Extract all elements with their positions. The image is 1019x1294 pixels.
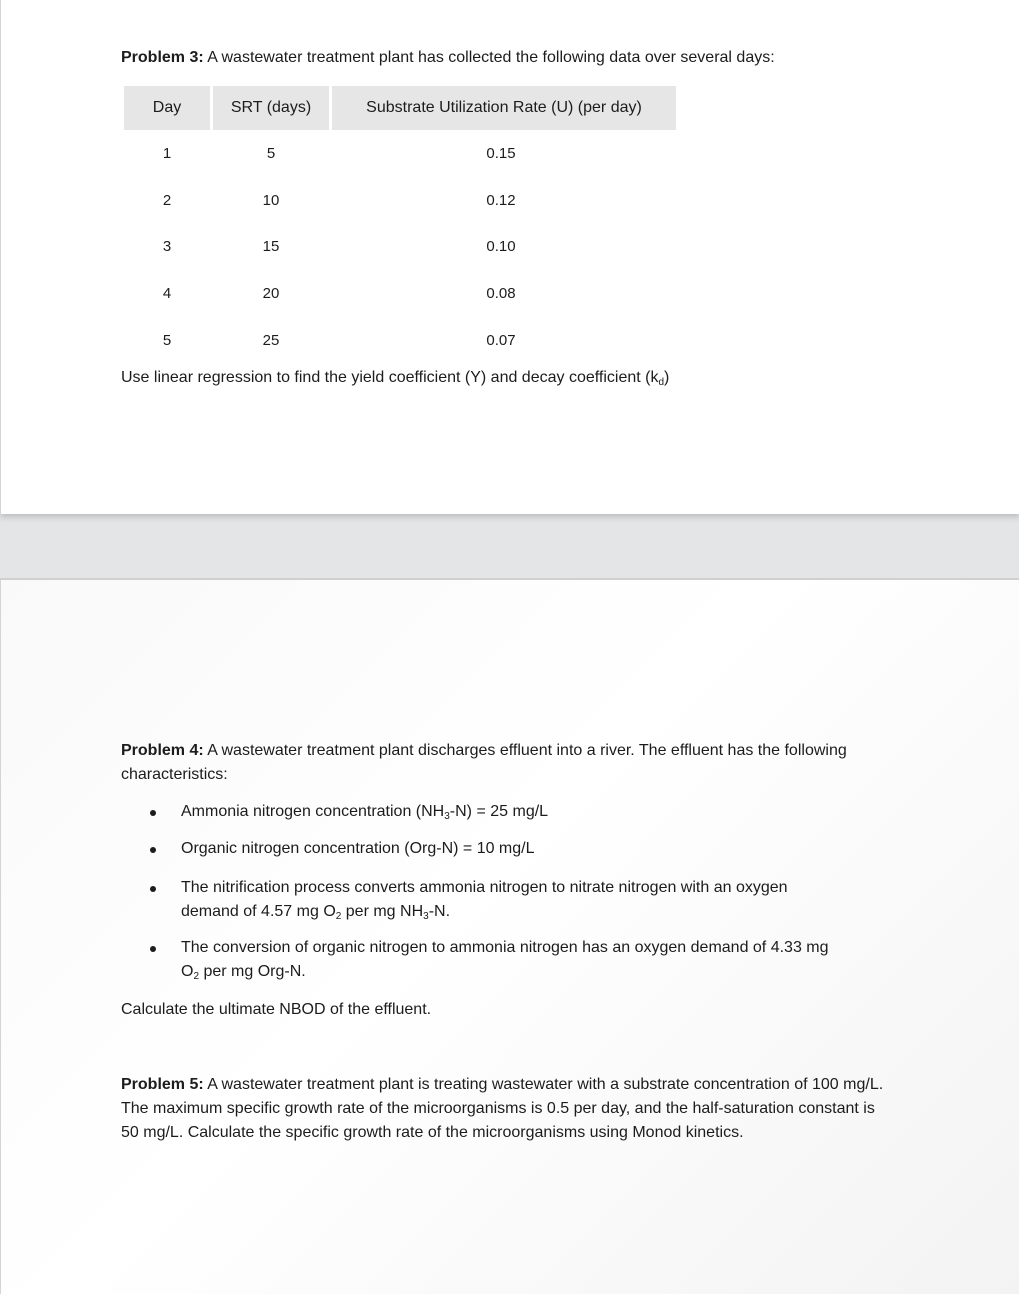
document-page-2 (0, 578, 1019, 1294)
table-cell-day: 1 (162, 145, 172, 162)
table-cell-srt: 25 (262, 332, 280, 349)
problem-4-intro (121, 739, 891, 787)
problem-3-intro-text: A wastewater treatment plant has collected the following data over several days: (207, 49, 775, 66)
bullet-text: per mg Org-N. (199, 963, 306, 980)
bullet-icon (150, 847, 156, 853)
bullet-text: -N. (428, 903, 451, 920)
bullet-icon (150, 946, 156, 952)
table-cell-day: 2 (162, 192, 172, 209)
problem-4-intro-text: A wastewater treatment plant discharges effluent into a river. The effluent has the following characteristics: (121, 742, 847, 783)
bullet-text: O (181, 963, 194, 980)
bullet-text: Ammonia nitrogen concentration (NH (181, 803, 445, 820)
table-cell-day: 5 (162, 332, 172, 349)
bullet-text: per mg NH (341, 903, 424, 920)
table-cell-srt: 15 (262, 238, 280, 255)
table-cell-day: 3 (162, 238, 172, 255)
problem-5 (121, 1073, 896, 1145)
subscript: 2 (335, 911, 342, 922)
instruction-end: ) (664, 369, 670, 386)
list-item (181, 800, 901, 824)
list-item (181, 936, 901, 984)
bullet-text: demand of 4.57 mg O (181, 903, 336, 920)
table-header-srt: SRT (days) (213, 86, 329, 130)
instruction-text: Use linear regression to find the yield coefficient (Y) and decay coefficient (k (121, 369, 659, 386)
table-cell-srt: 10 (262, 192, 280, 209)
problem-3-label: Problem 3: (121, 49, 204, 66)
list-item (181, 837, 901, 861)
problem-3-intro (121, 46, 981, 70)
table-cell-day: 4 (162, 285, 172, 302)
table-header-utilization: Substrate Utilization Rate (U) (per day) (332, 86, 676, 130)
table-cell-utilization: 0.07 (486, 332, 516, 349)
table-cell-srt: 20 (262, 285, 280, 302)
bullet-text: The nitrification process converts ammonia nitrogen to nitrate nitrogen with an oxygen (181, 879, 788, 896)
subscript: 3 (444, 811, 450, 822)
problem-5-text: A wastewater treatment plant is treating wastewater with a substrate concentration of 100 mg/L. The maximum specific growth rate of the microorganisms is 0.5 per day, and the half-saturation constant is 50 mg/L. Calculate the specific growth rate of the microorganisms using Monod kinetics. (121, 1076, 884, 1141)
subscript: 2 (193, 971, 200, 982)
document-page-1 (0, 0, 1019, 514)
bullet-icon (150, 810, 156, 816)
table-header-day: Day (124, 86, 210, 130)
bullet-text: The conversion of organic nitrogen to ammonia nitrogen has an oxygen demand of 4.33 mg (181, 939, 829, 956)
table-cell-srt: 5 (266, 145, 276, 162)
problem-4-label: Problem 4: (121, 742, 204, 759)
instruction-subscript: d (658, 377, 665, 388)
problem-5-label: Problem 5: (121, 1076, 204, 1093)
problem-4-question: Calculate the ultimate NBOD of the effluent. (121, 1001, 432, 1018)
problem-3-instruction (121, 366, 981, 390)
bullet-icon (150, 886, 156, 892)
table-cell-utilization: 0.08 (486, 285, 516, 302)
subscript: 3 (423, 911, 429, 922)
table-cell-utilization: 0.15 (486, 145, 516, 162)
table-cell-utilization: 0.12 (486, 192, 516, 209)
table-cell-utilization: 0.10 (486, 238, 516, 255)
list-item (181, 876, 901, 924)
bullet-text: Organic nitrogen concentration (Org-N) = 10 mg/L (181, 840, 535, 857)
bullet-text: -N) = 25 mg/L (449, 803, 549, 820)
